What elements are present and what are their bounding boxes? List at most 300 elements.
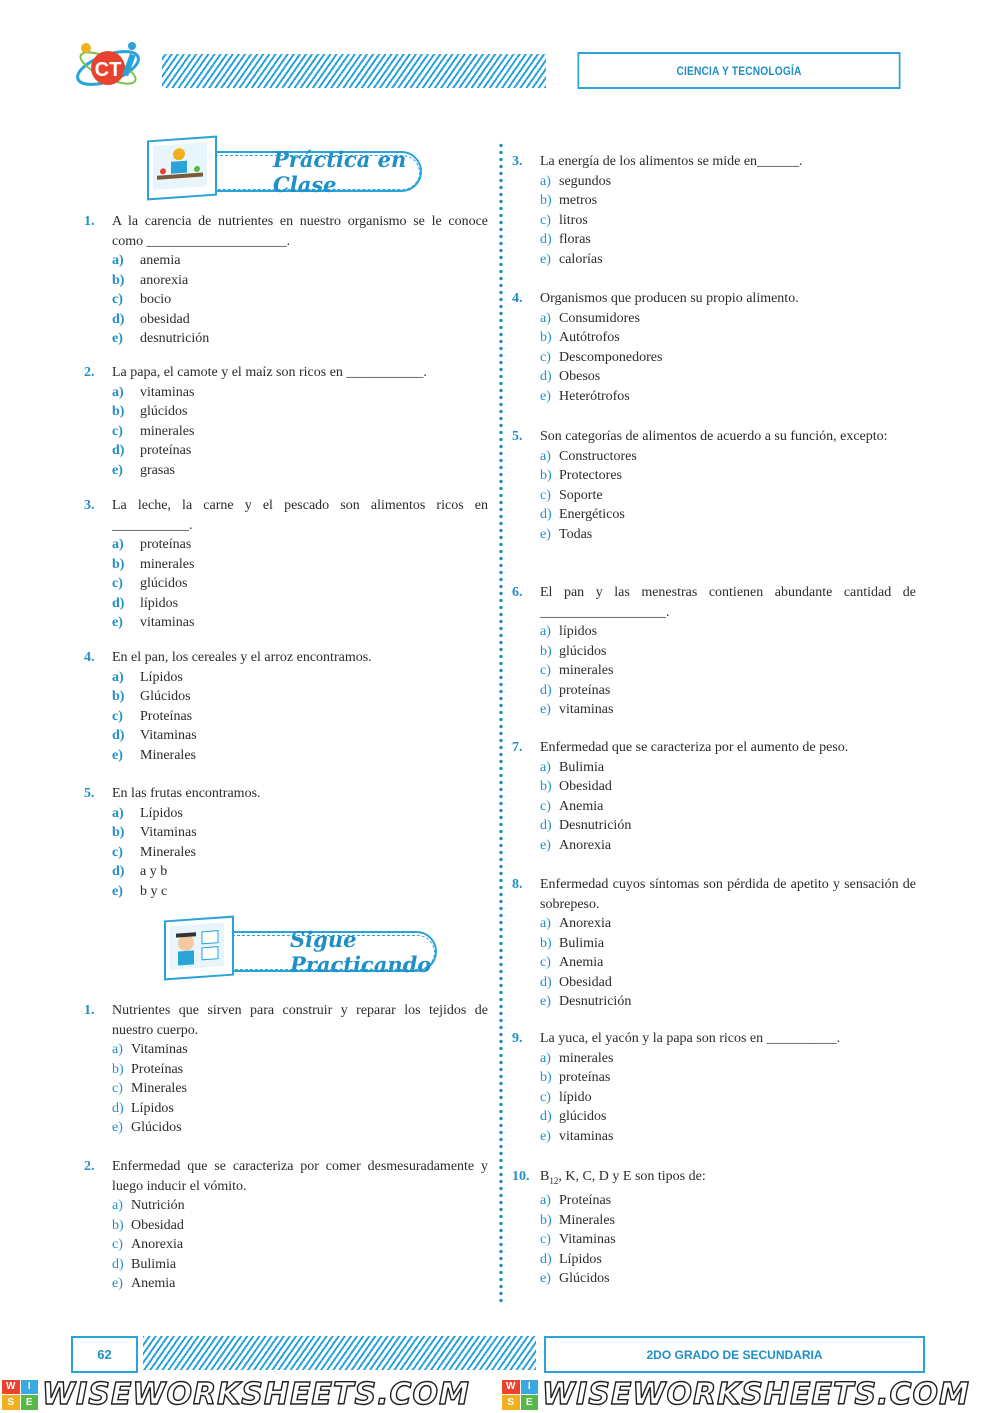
option-letter: e) <box>112 1120 123 1135</box>
sigue-title: Sigue Practicando <box>290 926 432 977</box>
option-letter: e) <box>112 883 123 899</box>
option-text: glúcidos <box>559 1109 607 1124</box>
option-text: vitaminas <box>140 615 195 630</box>
answer-option <box>540 230 916 250</box>
option-text: proteínas <box>140 443 192 458</box>
footer-hatch <box>143 1336 536 1370</box>
answer-option <box>112 1079 488 1099</box>
answer-option <box>540 934 916 954</box>
option-text: litros <box>559 212 588 228</box>
option-text: Minerales <box>559 1212 615 1228</box>
option-letter: b) <box>112 272 125 288</box>
option-letter: d) <box>112 1100 124 1116</box>
class-practice-icon <box>147 136 217 201</box>
option-text: Vitaminas <box>131 1042 188 1057</box>
answer-option <box>112 707 488 727</box>
answer-option <box>112 441 488 461</box>
answer-option <box>540 1088 916 1108</box>
option-text: bocio <box>140 292 172 307</box>
option-text: Protectores <box>559 468 622 483</box>
watermark-text: WISEWORKSHEETS.COM <box>42 1377 470 1412</box>
option-letter: d) <box>112 595 125 611</box>
option-text: Lípidos <box>140 669 183 685</box>
option-text: Anemia <box>559 798 604 814</box>
option-text: lípido <box>559 1089 592 1105</box>
option-text: proteínas <box>140 537 192 552</box>
answer-option <box>112 594 488 614</box>
answer-option <box>540 348 916 368</box>
option-text: Bulimia <box>559 935 605 951</box>
question-text: Son categorías de alimentos de acuerdo a su función, excepto: <box>540 429 888 444</box>
answer-option <box>540 797 916 817</box>
question-number: 4. <box>84 650 95 665</box>
option-text: glúcidos <box>559 643 607 659</box>
question-text: Enfermedad cuyos síntomas son pérdida de apetito y sensación de sobrepeso. <box>540 877 916 912</box>
question-text: En las frutas encontramos. <box>112 786 261 801</box>
practica-banner <box>147 146 422 197</box>
question-text: La yuca, el yacón y la papa son ricos en __________. <box>540 1031 841 1046</box>
answer-option <box>540 367 916 387</box>
answer-option <box>540 642 916 662</box>
answer-option <box>112 804 488 824</box>
answer-option <box>540 191 916 211</box>
answer-option <box>540 1269 916 1289</box>
answer-option <box>112 310 488 330</box>
logo-letter: S <box>2 1395 20 1410</box>
answer-option <box>112 422 488 442</box>
answer-option <box>540 1191 916 1211</box>
option-text: Consumidores <box>559 310 640 326</box>
option-text: vitaminas <box>559 702 614 717</box>
answer-option <box>540 1230 916 1250</box>
answer-option <box>112 843 488 863</box>
question-text: Nutrientes que sirven para construir y reparar los tejidos de nuestro cuerpo. <box>112 1003 488 1038</box>
question-text: La papa, el camote y el maíz son ricos en ___________. <box>112 365 427 380</box>
option-text: Autótrofos <box>559 330 620 345</box>
question-text: Organismos que producen su propio alimento. <box>540 291 799 306</box>
answer-option <box>112 329 488 349</box>
answer-option <box>112 1196 488 1216</box>
option-text: Obesidad <box>131 1217 184 1233</box>
option-text: Vitaminas <box>140 728 197 743</box>
subject-title: CIENCIA Y TECNOLOGÍA <box>578 52 901 89</box>
answer-option <box>112 668 488 688</box>
option-text: Obesos <box>559 369 601 384</box>
option-letter: d) <box>540 682 552 698</box>
option-letter: c) <box>112 292 123 307</box>
answer-option <box>112 1099 488 1119</box>
option-letter: e) <box>540 994 551 1009</box>
option-letter: e) <box>540 526 551 542</box>
option-text: Glúcidos <box>559 1271 610 1287</box>
answer-option <box>112 882 488 902</box>
watermark-1 <box>0 1377 500 1412</box>
option-letter: e) <box>540 702 551 717</box>
option-text: Nutrición <box>131 1198 185 1213</box>
answer-option <box>112 862 488 882</box>
option-text: Lípidos <box>559 1251 602 1267</box>
option-letter: e) <box>112 331 123 346</box>
answer-option <box>540 777 916 797</box>
option-letter: c) <box>112 576 123 591</box>
answer-option <box>112 1216 488 1236</box>
option-text: Energéticos <box>559 507 625 522</box>
option-text: lípidos <box>140 595 179 611</box>
answer-option <box>112 1235 488 1255</box>
option-letter: c) <box>540 663 551 678</box>
option-text: proteínas <box>559 1070 611 1085</box>
question-right-5 <box>512 738 916 855</box>
option-text: obesidad <box>140 311 190 327</box>
answer-option <box>112 555 488 575</box>
option-letter: a) <box>540 173 551 189</box>
question-text <box>540 1167 916 1191</box>
logo-letter: E <box>521 1395 539 1410</box>
option-letter: b) <box>540 330 552 345</box>
option-text: Anorexia <box>559 837 612 853</box>
option-letter: b) <box>540 468 552 483</box>
answer-option <box>112 1040 488 1060</box>
option-letter: e) <box>112 747 123 763</box>
option-text: anemia <box>140 253 181 268</box>
question-right-2 <box>512 289 916 406</box>
option-text: proteínas <box>559 682 611 698</box>
answer-option <box>540 1211 916 1231</box>
option-letter: e) <box>112 615 123 630</box>
option-text: calorías <box>559 251 603 267</box>
option-letter: a) <box>112 1042 123 1057</box>
question-left_practica-4 <box>84 648 488 765</box>
answer-option <box>540 447 916 467</box>
answer-option <box>540 466 916 486</box>
answer-option <box>540 505 916 525</box>
page-number: 62 <box>71 1336 138 1373</box>
answer-option <box>112 402 488 422</box>
answer-option <box>540 172 916 192</box>
question-left_practica-3 <box>84 496 488 633</box>
answer-option <box>112 1060 488 1080</box>
option-letter: c) <box>540 798 551 814</box>
option-letter: b) <box>540 1212 552 1228</box>
option-text: Desnutrición <box>559 818 632 833</box>
answer-option <box>540 1107 916 1127</box>
question-number: 7. <box>512 740 523 755</box>
option-text: desnutrición <box>140 331 210 346</box>
answer-option <box>540 309 916 329</box>
answer-option <box>540 973 916 993</box>
question-number: 5. <box>512 429 523 444</box>
question-text-part: , K, C, D y E son tipos de: <box>558 1169 706 1184</box>
option-letter: a) <box>112 1198 123 1213</box>
answer-option <box>540 250 916 270</box>
wise-logo-icon <box>502 1380 538 1410</box>
answer-option <box>112 461 488 481</box>
watermark-bar <box>0 1376 1000 1413</box>
option-text: Glúcidos <box>140 689 191 704</box>
option-letter: a) <box>540 448 551 464</box>
header-hatch <box>162 54 546 88</box>
question-right-7 <box>512 1029 916 1146</box>
answer-option <box>540 387 916 407</box>
option-letter: d) <box>112 311 125 327</box>
option-text: Heterótrofos <box>559 388 630 404</box>
option-letter: a) <box>112 669 124 685</box>
student-icon <box>164 916 234 981</box>
option-letter: b) <box>112 689 125 704</box>
watermark-text: WISEWORKSHEETS.COM <box>542 1377 970 1412</box>
answer-option <box>540 700 916 720</box>
answer-option <box>540 661 916 681</box>
option-text: Minerales <box>140 844 196 860</box>
answer-option <box>540 525 916 545</box>
option-letter: c) <box>540 955 551 970</box>
option-text: Proteínas <box>559 1193 612 1209</box>
option-letter: e) <box>540 251 551 267</box>
answer-option <box>112 535 488 555</box>
ct-logo <box>72 34 144 98</box>
option-text: anorexia <box>140 272 189 288</box>
question-left_practica-1 <box>84 212 488 349</box>
option-text: Anorexia <box>559 916 612 931</box>
option-text: minerales <box>140 423 195 439</box>
option-letter: c) <box>540 349 551 365</box>
answer-option <box>540 328 916 348</box>
answer-option <box>540 953 916 973</box>
option-text: vitaminas <box>559 1128 614 1144</box>
answer-option <box>540 1250 916 1270</box>
answer-option <box>112 251 488 271</box>
question-right-4 <box>512 583 916 720</box>
option-letter: a) <box>540 916 551 931</box>
question-right-6 <box>512 875 916 1012</box>
option-text: Lípidos <box>140 805 183 821</box>
option-letter: a) <box>540 310 551 326</box>
option-letter: a) <box>112 384 124 400</box>
answer-option <box>112 823 488 843</box>
option-letter: b) <box>112 825 125 840</box>
answer-option <box>112 1118 488 1138</box>
question-right-3 <box>512 427 916 544</box>
answer-option <box>112 726 488 746</box>
answer-option <box>112 613 488 633</box>
option-letter: c) <box>112 1237 123 1252</box>
question-text: La energía de los alimentos se mide en______. <box>540 154 803 169</box>
answer-option <box>540 211 916 231</box>
option-text: Descomponedores <box>559 349 663 365</box>
question-number: 2. <box>84 365 95 380</box>
option-letter: e) <box>540 837 551 853</box>
answer-option <box>540 836 916 856</box>
grade-label: 2DO GRADO DE SECUNDARIA <box>544 1336 925 1373</box>
option-letter: b) <box>540 1070 552 1085</box>
answer-option <box>540 1049 916 1069</box>
option-letter: a) <box>112 537 124 552</box>
option-text: Lípidos <box>131 1100 174 1116</box>
option-letter: d) <box>540 232 552 247</box>
option-text: Constructores <box>559 448 637 464</box>
option-text: metros <box>559 193 598 208</box>
option-letter: d) <box>112 864 125 879</box>
option-letter: e) <box>112 462 123 478</box>
option-text: Anorexia <box>131 1237 184 1252</box>
option-text: minerales <box>140 556 195 572</box>
option-letter: a) <box>112 805 124 821</box>
option-text: lípidos <box>559 624 598 639</box>
option-letter: c) <box>540 1089 551 1105</box>
question-number: 5. <box>84 786 95 801</box>
answer-option <box>112 290 488 310</box>
option-letter: b) <box>540 643 552 659</box>
answer-option <box>112 1255 488 1275</box>
option-text: Vitaminas <box>140 825 197 840</box>
option-text: Minerales <box>140 747 196 763</box>
answer-option <box>112 574 488 594</box>
answer-option <box>112 746 488 766</box>
option-letter: a) <box>540 1050 551 1066</box>
option-letter: c) <box>112 844 123 860</box>
answer-option <box>540 486 916 506</box>
option-text: Anemia <box>131 1276 176 1291</box>
option-text: segundos <box>559 173 612 189</box>
subscript: 12 <box>549 1175 559 1186</box>
option-text: Obesidad <box>559 974 612 990</box>
option-letter: b) <box>112 556 125 572</box>
option-text: grasas <box>140 462 175 478</box>
option-letter: e) <box>540 388 551 404</box>
option-letter: e) <box>540 1271 551 1287</box>
option-text: Vitaminas <box>559 1232 616 1248</box>
question-number: 1. <box>84 1003 95 1018</box>
question-text: Enfermedad que se caracteriza por comer desmesuradamente y luego inducir el vómito. <box>112 1159 488 1194</box>
logo-text: CT <box>94 59 122 81</box>
option-text: Obesidad <box>559 779 612 794</box>
question-text: En el pan, los cereales y el arroz encontramos. <box>112 650 372 665</box>
question-text: A la carencia de nutrientes en nuestro organismo se le conoce como ____________________. <box>112 214 488 249</box>
option-letter: c) <box>112 1081 123 1096</box>
option-text: Soporte <box>559 487 603 503</box>
answer-option <box>112 271 488 291</box>
option-text: Glúcidos <box>131 1120 182 1135</box>
question-number: 2. <box>84 1159 95 1174</box>
question-left_sigue-1 <box>84 1001 488 1138</box>
option-letter: c) <box>540 212 551 228</box>
question-number: 3. <box>512 154 523 169</box>
logo-letter: I <box>521 1380 539 1395</box>
answer-option <box>112 687 488 707</box>
option-letter: d) <box>540 1251 552 1267</box>
option-letter: d) <box>540 1109 552 1124</box>
answer-option <box>540 816 916 836</box>
option-text: Proteínas <box>140 708 193 724</box>
option-letter: d) <box>112 1256 124 1272</box>
option-text: glúcidos <box>140 576 188 591</box>
option-text: Desnutrición <box>559 994 632 1009</box>
option-text: Bulimia <box>559 759 605 775</box>
option-letter: a) <box>540 759 551 775</box>
option-letter: c) <box>540 1232 551 1248</box>
question-right-8 <box>512 1167 916 1289</box>
answer-option <box>540 681 916 701</box>
option-letter: b) <box>112 1217 124 1233</box>
column-divider <box>499 142 503 1304</box>
option-letter: a) <box>540 1193 551 1209</box>
option-letter: d) <box>112 443 125 458</box>
practica-title: Práctica en Clase <box>273 146 407 197</box>
option-text: minerales <box>559 663 614 678</box>
option-letter: d) <box>540 369 552 384</box>
question-number: 4. <box>512 291 523 306</box>
question-text-part: B <box>540 1169 550 1184</box>
question-left_sigue-2 <box>84 1157 488 1294</box>
question-right-1 <box>512 152 916 269</box>
question-number: 9. <box>512 1031 523 1046</box>
answer-option <box>540 622 916 642</box>
option-letter: e) <box>112 1276 123 1291</box>
option-letter: b) <box>112 404 125 419</box>
option-text: a y b <box>140 864 168 879</box>
option-letter: b) <box>540 935 552 951</box>
watermark-2 <box>500 1377 1000 1412</box>
option-letter: d) <box>112 728 125 743</box>
option-text: Todas <box>559 526 593 542</box>
option-text: floras <box>559 232 591 247</box>
option-letter: b) <box>112 1061 124 1077</box>
question-left_practica-2 <box>84 363 488 480</box>
logo-letter: S <box>502 1395 520 1410</box>
answer-option <box>112 1274 488 1294</box>
question-text: La leche, la carne y el pescado son alimentos ricos en ___________. <box>112 498 488 533</box>
option-letter: b) <box>540 779 552 794</box>
question-number: 8. <box>512 877 523 892</box>
option-letter: d) <box>540 507 552 522</box>
logo-letter: W <box>2 1380 20 1395</box>
option-letter: a) <box>540 624 551 639</box>
option-letter: d) <box>540 818 552 833</box>
option-letter: b) <box>540 193 552 208</box>
logo-letter: I <box>21 1380 39 1395</box>
question-number: 10. <box>512 1169 530 1184</box>
option-text: Anemia <box>559 955 604 970</box>
question-number: 6. <box>512 585 523 600</box>
option-text: Minerales <box>131 1081 187 1096</box>
wise-logo-icon <box>2 1380 38 1410</box>
question-number: 1. <box>84 214 95 229</box>
option-text: Bulimia <box>131 1256 177 1272</box>
option-text: b y c <box>140 883 168 899</box>
sigue-banner <box>164 926 437 977</box>
option-text: minerales <box>559 1050 614 1066</box>
option-letter: c) <box>112 423 123 439</box>
answer-option <box>112 383 488 403</box>
option-letter: c) <box>112 708 123 724</box>
answer-option <box>540 1127 916 1147</box>
option-text: Proteínas <box>131 1061 184 1077</box>
option-letter: e) <box>540 1128 551 1144</box>
option-letter: a) <box>112 253 124 268</box>
answer-option <box>540 914 916 934</box>
question-number: 3. <box>84 498 95 513</box>
option-letter: c) <box>540 487 551 503</box>
answer-option <box>540 1068 916 1088</box>
answer-option <box>540 992 916 1012</box>
option-letter: d) <box>540 974 552 990</box>
question-text: Enfermedad que se caracteriza por el aumento de peso. <box>540 740 849 755</box>
logo-letter: E <box>21 1395 39 1410</box>
question-text: El pan y las menestras contienen abundante cantidad de __________________. <box>540 585 916 620</box>
question-left_practica-5 <box>84 784 488 901</box>
logo-letter: W <box>502 1380 520 1395</box>
answer-option <box>540 758 916 778</box>
